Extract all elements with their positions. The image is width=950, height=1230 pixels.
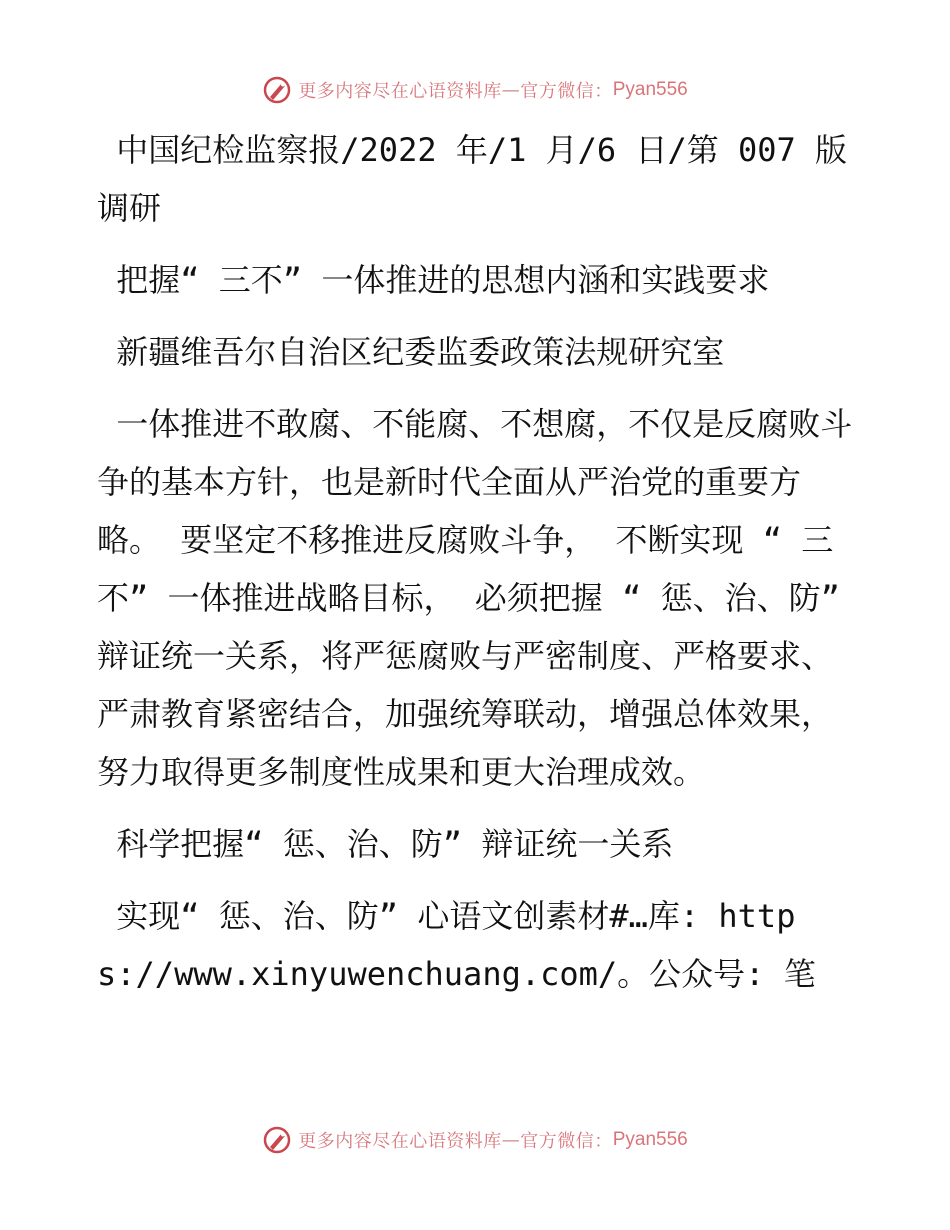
subheading: 科学把握“ 惩、治、防” 辩证统一关系 [97, 825, 674, 863]
section-label: 调研 [97, 189, 162, 227]
watermark-banner-bottom [0, 1120, 950, 1160]
watermark-label: 官方微信： [520, 81, 613, 102]
article-author: 新疆维吾尔自治区纪委监委政策法规研究室 [97, 333, 725, 371]
watermark-text: 更多内容尽在心语资料库 [298, 1131, 502, 1152]
document-body [97, 121, 860, 1003]
watermark-separator: — [501, 79, 521, 101]
watermark-id: Pyan556 [612, 79, 688, 100]
source-line: 中国纪检监察报/2022 年/1 月/6 日/第 007 版 [97, 131, 848, 169]
paragraph: 一体推进不敢腐、不能腐、不想腐，不仅是反腐败斗争的基本方针，也是新时代全面从严治党的重要方略。 要坚定不移推进反腐败斗争， 不断实现 “ 三不” 一体推进战略目标， 必须把握 “ 惩、治、防” 辩证统一关系，将严惩腐败与严密制度、严格要求、严肃教育紧密结合，加强统筹联动，增强总体效果，努力取得更多制度性成果和更大治理成效。 [97, 405, 860, 791]
watermark-separator: — [501, 1129, 521, 1151]
pen-nib-icon [262, 75, 292, 105]
watermark-id: Pyan556 [612, 1129, 688, 1150]
paragraph: 实现“ 惩、治、防” 心语文创素材#…库: https://www.xinyuwenchuang.com/。公众号: 笔 [97, 897, 816, 993]
article-title: 把握“ 三不” 一体推进的思想内涵和实践要求 [97, 261, 770, 299]
watermark-label: 官方微信： [520, 1131, 613, 1152]
pen-nib-icon [262, 1125, 292, 1155]
watermark-banner-top [0, 70, 950, 110]
watermark-text: 更多内容尽在心语资料库 [298, 81, 502, 102]
